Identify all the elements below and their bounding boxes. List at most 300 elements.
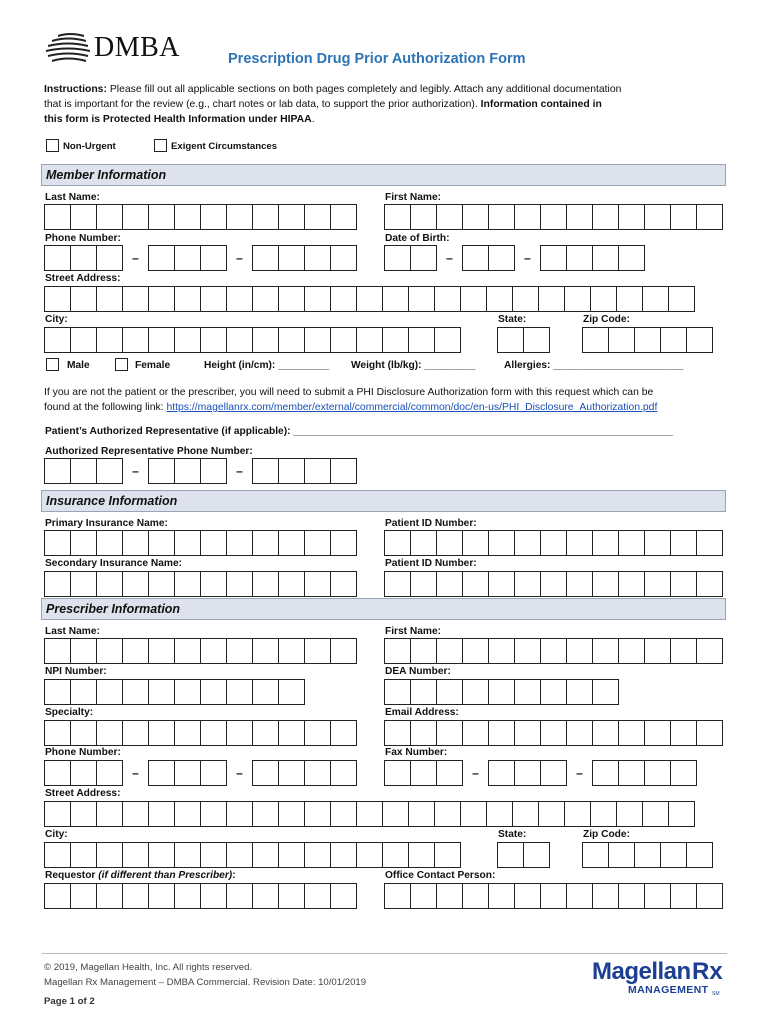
char-box[interactable] <box>642 801 669 827</box>
char-box[interactable] <box>696 204 723 230</box>
char-box[interactable] <box>514 760 541 786</box>
char-box[interactable] <box>566 571 593 597</box>
char-box[interactable] <box>590 286 617 312</box>
char-box[interactable] <box>356 286 383 312</box>
char-box[interactable] <box>408 801 435 827</box>
char-box[interactable] <box>148 842 175 868</box>
char-box[interactable] <box>252 679 279 705</box>
member-dob-field[interactable] <box>384 245 644 271</box>
char-box[interactable] <box>434 801 461 827</box>
char-box[interactable] <box>566 204 593 230</box>
char-box[interactable] <box>200 245 227 271</box>
char-box[interactable] <box>670 638 697 664</box>
char-box[interactable] <box>44 204 71 230</box>
char-box[interactable] <box>70 679 97 705</box>
char-box[interactable] <box>462 720 489 746</box>
char-box[interactable] <box>96 760 123 786</box>
char-box[interactable] <box>670 720 697 746</box>
char-box[interactable] <box>436 720 463 746</box>
char-box[interactable] <box>696 883 723 909</box>
height-field[interactable]: Height (in/cm): _________ <box>204 360 330 371</box>
char-box[interactable] <box>148 530 175 556</box>
char-box[interactable] <box>174 720 201 746</box>
member-city-field[interactable] <box>44 327 460 353</box>
char-box[interactable] <box>608 842 635 868</box>
char-box[interactable] <box>538 286 565 312</box>
primary-insurance-field[interactable] <box>44 530 356 556</box>
char-box[interactable] <box>436 204 463 230</box>
char-box[interactable] <box>582 327 609 353</box>
char-box[interactable] <box>330 842 357 868</box>
char-box[interactable] <box>148 801 175 827</box>
char-box[interactable] <box>488 883 515 909</box>
char-box[interactable] <box>644 883 671 909</box>
char-box[interactable] <box>462 571 489 597</box>
char-box[interactable] <box>174 679 201 705</box>
char-box[interactable] <box>330 245 357 271</box>
char-box[interactable] <box>330 286 357 312</box>
char-box[interactable] <box>410 760 437 786</box>
char-box[interactable] <box>122 286 149 312</box>
char-box[interactable] <box>278 204 305 230</box>
char-box[interactable] <box>523 327 550 353</box>
char-box[interactable] <box>460 286 487 312</box>
char-box[interactable] <box>696 571 723 597</box>
char-box[interactable] <box>252 571 279 597</box>
char-box[interactable] <box>618 530 645 556</box>
char-box[interactable] <box>44 842 71 868</box>
phi-disclosure-link[interactable]: https://magellanrx.com/member/external/commercial/common/doc/en-us/PHI_Disclosure_Authorization.pdf <box>166 402 658 413</box>
prescriber-street-field[interactable] <box>44 801 694 827</box>
char-box[interactable] <box>592 571 619 597</box>
char-box[interactable] <box>644 720 671 746</box>
char-box[interactable] <box>670 530 697 556</box>
member-state-field[interactable] <box>497 327 549 353</box>
char-box[interactable] <box>462 245 489 271</box>
char-box[interactable] <box>174 571 201 597</box>
char-box[interactable] <box>660 327 687 353</box>
char-box[interactable] <box>252 245 279 271</box>
char-box[interactable] <box>148 638 175 664</box>
char-box[interactable] <box>278 679 305 705</box>
char-box[interactable] <box>44 458 71 484</box>
npi-field[interactable] <box>44 679 304 705</box>
char-box[interactable] <box>538 801 565 827</box>
char-box[interactable] <box>540 638 567 664</box>
char-box[interactable] <box>330 327 357 353</box>
female-checkbox[interactable] <box>115 358 128 371</box>
char-box[interactable] <box>174 883 201 909</box>
char-box[interactable] <box>200 327 227 353</box>
char-box[interactable] <box>462 530 489 556</box>
char-box[interactable] <box>670 204 697 230</box>
char-box[interactable] <box>668 286 695 312</box>
char-box[interactable] <box>200 204 227 230</box>
char-box[interactable] <box>122 679 149 705</box>
char-box[interactable] <box>174 638 201 664</box>
prescriber-city-field[interactable] <box>44 842 460 868</box>
char-box[interactable] <box>384 883 411 909</box>
char-box[interactable] <box>686 327 713 353</box>
char-box[interactable] <box>540 245 567 271</box>
char-box[interactable] <box>330 571 357 597</box>
char-box[interactable] <box>514 679 541 705</box>
requestor-field[interactable] <box>44 883 356 909</box>
char-box[interactable] <box>70 458 97 484</box>
member-first-name-field[interactable] <box>384 204 722 230</box>
char-box[interactable] <box>590 801 617 827</box>
char-box[interactable] <box>696 638 723 664</box>
prescriber-last-name-field[interactable] <box>44 638 356 664</box>
char-box[interactable] <box>592 638 619 664</box>
char-box[interactable] <box>356 327 383 353</box>
char-box[interactable] <box>122 327 149 353</box>
char-box[interactable] <box>174 760 201 786</box>
char-box[interactable] <box>226 204 253 230</box>
patient-id-1-field[interactable] <box>384 530 722 556</box>
char-box[interactable] <box>540 883 567 909</box>
char-box[interactable] <box>252 327 279 353</box>
char-box[interactable] <box>566 638 593 664</box>
char-box[interactable] <box>278 530 305 556</box>
char-box[interactable] <box>486 801 513 827</box>
char-box[interactable] <box>96 720 123 746</box>
char-box[interactable] <box>540 720 567 746</box>
char-box[interactable] <box>436 760 463 786</box>
char-box[interactable] <box>384 760 411 786</box>
char-box[interactable] <box>148 327 175 353</box>
char-box[interactable] <box>384 679 411 705</box>
char-box[interactable] <box>304 530 331 556</box>
char-box[interactable] <box>566 679 593 705</box>
char-box[interactable] <box>148 679 175 705</box>
char-box[interactable] <box>488 760 515 786</box>
char-box[interactable] <box>304 842 331 868</box>
char-box[interactable] <box>384 204 411 230</box>
char-box[interactable] <box>566 720 593 746</box>
char-box[interactable] <box>410 204 437 230</box>
char-box[interactable] <box>488 571 515 597</box>
char-box[interactable] <box>330 204 357 230</box>
char-box[interactable] <box>70 842 97 868</box>
char-box[interactable] <box>514 204 541 230</box>
char-box[interactable] <box>330 458 357 484</box>
member-last-name-field[interactable] <box>44 204 356 230</box>
allergies-field[interactable]: Allergies: _______________________ <box>504 360 684 371</box>
char-box[interactable] <box>96 530 123 556</box>
char-box[interactable] <box>382 801 409 827</box>
char-box[interactable] <box>514 571 541 597</box>
char-box[interactable] <box>200 760 227 786</box>
member-zip-field[interactable] <box>582 327 712 353</box>
char-box[interactable] <box>644 638 671 664</box>
char-box[interactable] <box>96 571 123 597</box>
char-box[interactable] <box>436 679 463 705</box>
char-box[interactable] <box>200 458 227 484</box>
char-box[interactable] <box>540 530 567 556</box>
char-box[interactable] <box>252 204 279 230</box>
char-box[interactable] <box>304 638 331 664</box>
prescriber-first-name-field[interactable] <box>384 638 722 664</box>
char-box[interactable] <box>70 327 97 353</box>
char-box[interactable] <box>592 679 619 705</box>
member-street-field[interactable] <box>44 286 694 312</box>
char-box[interactable] <box>200 571 227 597</box>
char-box[interactable] <box>497 842 524 868</box>
char-box[interactable] <box>174 286 201 312</box>
char-box[interactable] <box>618 204 645 230</box>
char-box[interactable] <box>96 638 123 664</box>
char-box[interactable] <box>642 286 669 312</box>
char-box[interactable] <box>174 801 201 827</box>
char-box[interactable] <box>696 530 723 556</box>
email-field[interactable] <box>384 720 722 746</box>
char-box[interactable] <box>436 571 463 597</box>
char-box[interactable] <box>304 286 331 312</box>
patient-id-2-field[interactable] <box>384 571 722 597</box>
char-box[interactable] <box>96 327 123 353</box>
char-box[interactable] <box>70 286 97 312</box>
char-box[interactable] <box>44 760 71 786</box>
char-box[interactable] <box>382 286 409 312</box>
char-box[interactable] <box>148 760 175 786</box>
char-box[interactable] <box>226 530 253 556</box>
exigent-checkbox[interactable] <box>154 139 167 152</box>
char-box[interactable] <box>44 245 71 271</box>
char-box[interactable] <box>122 571 149 597</box>
char-box[interactable] <box>592 883 619 909</box>
char-box[interactable] <box>566 530 593 556</box>
char-box[interactable] <box>634 327 661 353</box>
char-box[interactable] <box>686 842 713 868</box>
char-box[interactable] <box>618 760 645 786</box>
char-box[interactable] <box>488 720 515 746</box>
char-box[interactable] <box>384 638 411 664</box>
char-box[interactable] <box>408 327 435 353</box>
char-box[interactable] <box>660 842 687 868</box>
char-box[interactable] <box>252 458 279 484</box>
char-box[interactable] <box>592 530 619 556</box>
char-box[interactable] <box>122 720 149 746</box>
char-box[interactable] <box>70 760 97 786</box>
char-box[interactable] <box>436 530 463 556</box>
char-box[interactable] <box>512 286 539 312</box>
char-box[interactable] <box>148 883 175 909</box>
char-box[interactable] <box>252 638 279 664</box>
char-box[interactable] <box>540 679 567 705</box>
weight-field[interactable]: Weight (lb/kg): _________ <box>351 360 476 371</box>
char-box[interactable] <box>278 245 305 271</box>
char-box[interactable] <box>462 204 489 230</box>
char-box[interactable] <box>96 883 123 909</box>
char-box[interactable] <box>226 327 253 353</box>
char-box[interactable] <box>200 801 227 827</box>
char-box[interactable] <box>356 842 383 868</box>
char-box[interactable] <box>200 842 227 868</box>
char-box[interactable] <box>122 204 149 230</box>
char-box[interactable] <box>122 842 149 868</box>
char-box[interactable] <box>252 720 279 746</box>
char-box[interactable] <box>618 720 645 746</box>
char-box[interactable] <box>644 530 671 556</box>
char-box[interactable] <box>96 204 123 230</box>
char-box[interactable] <box>148 571 175 597</box>
prescriber-zip-field[interactable] <box>582 842 712 868</box>
char-box[interactable] <box>122 801 149 827</box>
char-box[interactable] <box>96 286 123 312</box>
char-box[interactable] <box>460 801 487 827</box>
char-box[interactable] <box>514 638 541 664</box>
char-box[interactable] <box>252 883 279 909</box>
char-box[interactable] <box>434 842 461 868</box>
char-box[interactable] <box>410 883 437 909</box>
char-box[interactable] <box>486 286 513 312</box>
char-box[interactable] <box>226 883 253 909</box>
char-box[interactable] <box>408 286 435 312</box>
char-box[interactable] <box>44 883 71 909</box>
char-box[interactable] <box>618 571 645 597</box>
char-box[interactable] <box>410 571 437 597</box>
char-box[interactable] <box>670 760 697 786</box>
char-box[interactable] <box>278 720 305 746</box>
char-box[interactable] <box>70 720 97 746</box>
char-box[interactable] <box>70 245 97 271</box>
char-box[interactable] <box>174 842 201 868</box>
char-box[interactable] <box>278 327 305 353</box>
char-box[interactable] <box>174 204 201 230</box>
non-urgent-checkbox[interactable] <box>46 139 59 152</box>
char-box[interactable] <box>330 638 357 664</box>
char-box[interactable] <box>200 286 227 312</box>
char-box[interactable] <box>252 842 279 868</box>
char-box[interactable] <box>304 883 331 909</box>
char-box[interactable] <box>304 327 331 353</box>
char-box[interactable] <box>70 530 97 556</box>
char-box[interactable] <box>488 679 515 705</box>
char-box[interactable] <box>304 571 331 597</box>
char-box[interactable] <box>278 801 305 827</box>
char-box[interactable] <box>410 720 437 746</box>
char-box[interactable] <box>644 571 671 597</box>
char-box[interactable] <box>174 458 201 484</box>
char-box[interactable] <box>96 679 123 705</box>
char-box[interactable] <box>566 245 593 271</box>
char-box[interactable] <box>644 204 671 230</box>
char-box[interactable] <box>122 638 149 664</box>
char-box[interactable] <box>514 530 541 556</box>
char-box[interactable] <box>200 679 227 705</box>
char-box[interactable] <box>330 760 357 786</box>
char-box[interactable] <box>304 458 331 484</box>
prescriber-phone-field[interactable] <box>44 760 356 786</box>
char-box[interactable] <box>608 327 635 353</box>
char-box[interactable] <box>70 571 97 597</box>
char-box[interactable] <box>330 801 357 827</box>
char-box[interactable] <box>410 638 437 664</box>
char-box[interactable] <box>330 530 357 556</box>
char-box[interactable] <box>356 801 383 827</box>
char-box[interactable] <box>488 638 515 664</box>
char-box[interactable] <box>278 883 305 909</box>
char-box[interactable] <box>252 801 279 827</box>
char-box[interactable] <box>540 204 567 230</box>
char-box[interactable] <box>488 530 515 556</box>
char-box[interactable] <box>148 245 175 271</box>
char-box[interactable] <box>226 571 253 597</box>
char-box[interactable] <box>44 286 71 312</box>
specialty-field[interactable] <box>44 720 356 746</box>
char-box[interactable] <box>226 720 253 746</box>
char-box[interactable] <box>616 801 643 827</box>
char-box[interactable] <box>70 638 97 664</box>
char-box[interactable] <box>618 883 645 909</box>
rep-phone-field[interactable] <box>44 458 356 484</box>
char-box[interactable] <box>200 883 227 909</box>
char-box[interactable] <box>278 842 305 868</box>
char-box[interactable] <box>330 883 357 909</box>
char-box[interactable] <box>44 720 71 746</box>
char-box[interactable] <box>384 530 411 556</box>
char-box[interactable] <box>122 883 149 909</box>
char-box[interactable] <box>174 327 201 353</box>
male-checkbox[interactable] <box>46 358 59 371</box>
member-phone-field[interactable] <box>44 245 356 271</box>
char-box[interactable] <box>382 327 409 353</box>
char-box[interactable] <box>304 204 331 230</box>
char-box[interactable] <box>668 801 695 827</box>
char-box[interactable] <box>304 720 331 746</box>
char-box[interactable] <box>618 638 645 664</box>
char-box[interactable] <box>592 760 619 786</box>
char-box[interactable] <box>304 245 331 271</box>
char-box[interactable] <box>644 760 671 786</box>
char-box[interactable] <box>44 327 71 353</box>
char-box[interactable] <box>592 720 619 746</box>
char-box[interactable] <box>304 760 331 786</box>
char-box[interactable] <box>148 720 175 746</box>
char-box[interactable] <box>434 327 461 353</box>
char-box[interactable] <box>200 530 227 556</box>
char-box[interactable] <box>382 842 409 868</box>
char-box[interactable] <box>497 327 524 353</box>
char-box[interactable] <box>200 720 227 746</box>
char-box[interactable] <box>44 530 71 556</box>
char-box[interactable] <box>434 286 461 312</box>
char-box[interactable] <box>226 286 253 312</box>
char-box[interactable] <box>226 801 253 827</box>
char-box[interactable] <box>226 679 253 705</box>
authorized-representative-field[interactable]: Patient’s Authorized Representative (if applicable): ___________________________________________________________________ <box>45 426 673 437</box>
char-box[interactable] <box>278 458 305 484</box>
char-box[interactable] <box>410 245 437 271</box>
char-box[interactable] <box>70 204 97 230</box>
char-box[interactable] <box>148 204 175 230</box>
char-box[interactable] <box>174 530 201 556</box>
char-box[interactable] <box>618 245 645 271</box>
dea-field[interactable] <box>384 679 618 705</box>
char-box[interactable] <box>564 286 591 312</box>
char-box[interactable] <box>670 883 697 909</box>
char-box[interactable] <box>540 571 567 597</box>
char-box[interactable] <box>96 458 123 484</box>
char-box[interactable] <box>634 842 661 868</box>
char-box[interactable] <box>488 245 515 271</box>
char-box[interactable] <box>226 638 253 664</box>
char-box[interactable] <box>384 720 411 746</box>
char-box[interactable] <box>148 458 175 484</box>
char-box[interactable] <box>592 245 619 271</box>
char-box[interactable] <box>70 883 97 909</box>
